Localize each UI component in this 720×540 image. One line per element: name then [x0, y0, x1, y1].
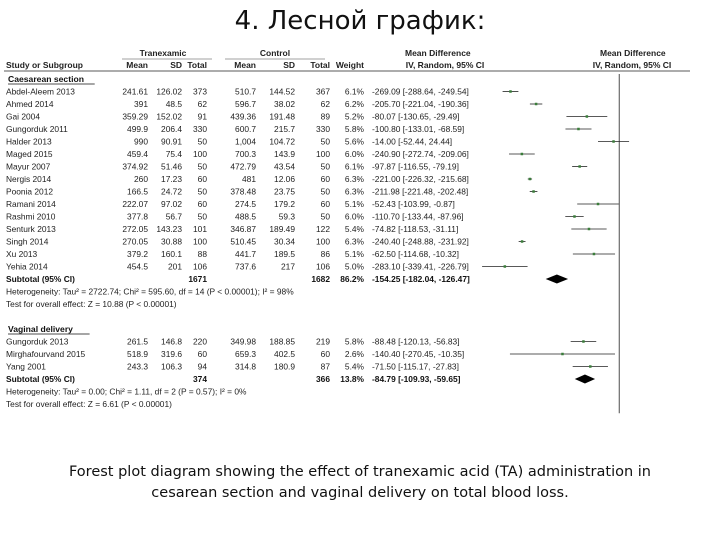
point-estimate: [521, 153, 524, 156]
study-name: Ahmed 2014: [6, 99, 54, 109]
tranexamic-mean: 243.3: [127, 361, 148, 372]
header-mean2: Mean: [234, 60, 256, 70]
point-estimate: [577, 128, 580, 131]
tranexamic-mean: 261.5: [127, 336, 148, 347]
tranexamic-total: 100: [193, 236, 207, 247]
study-weight: 6.3%: [344, 174, 364, 184]
subtotal-weight: 86.2%: [340, 274, 364, 284]
tranexamic-mean: 272.05: [122, 224, 148, 234]
tranexamic-sd: 97.02: [161, 199, 182, 209]
control-mean: 1,004: [235, 136, 256, 147]
study-ci: -80.07 [-130.65, -29.49]: [372, 111, 460, 122]
control-mean: 346.87: [230, 224, 256, 234]
study-name: Abdel-Aleem 2013: [6, 86, 75, 97]
tranexamic-mean: 459.4: [127, 149, 148, 159]
study-ci: -140.40 [-270.45, -10.35]: [372, 349, 465, 359]
point-estimate: [504, 265, 507, 268]
control-total: 62: [320, 99, 330, 109]
control-total: 89: [320, 111, 330, 122]
control-total: 100: [316, 236, 330, 247]
tranexamic-total: 50: [197, 136, 207, 147]
control-total: 86: [320, 249, 330, 259]
tranexamic-sd: 319.6: [161, 349, 182, 359]
tranexamic-total: 330: [193, 124, 207, 134]
header-tranexamic: Tranexamic: [139, 48, 187, 58]
study-weight: 6.0%: [344, 149, 364, 159]
subtotal-label: Subtotal (95% CI): [6, 274, 75, 284]
study-weight: 5.4%: [344, 224, 364, 234]
control-sd: 402.5: [274, 349, 295, 359]
point-estimate: [529, 178, 532, 181]
control-sd: 215.7: [274, 124, 295, 134]
point-estimate: [589, 365, 592, 368]
tranexamic-sd: 160.1: [161, 249, 182, 259]
study-name: Yehia 2014: [6, 261, 48, 272]
control-mean: 439.36: [230, 111, 256, 122]
subtotal-ci: -154.25 [-182.04, -126.47]: [372, 274, 470, 284]
header-total1: Total: [187, 60, 207, 70]
tranexamic-mean: 222.07: [122, 199, 148, 209]
header-sd2: SD: [283, 60, 295, 70]
tranexamic-mean: 454.5: [127, 261, 148, 272]
tranexamic-sd: 106.3: [161, 361, 182, 372]
control-mean: 700.3: [235, 149, 256, 159]
point-estimate: [586, 115, 589, 118]
control-total: 50: [320, 136, 330, 147]
tranexamic-mean: 241.61: [122, 86, 148, 97]
tranexamic-sd: 56.7: [165, 211, 182, 222]
study-weight: 5.6%: [344, 136, 364, 147]
point-estimate: [593, 253, 596, 256]
tranexamic-total: 373: [193, 86, 207, 97]
tranexamic-total: 60: [197, 199, 207, 209]
header-ci: IV, Random, 95% CI: [405, 60, 485, 70]
subtotal-control-total: 366: [316, 374, 330, 384]
tranexamic-total: 94: [197, 361, 207, 372]
control-sd: 30.34: [274, 236, 295, 247]
control-total: 60: [320, 199, 330, 209]
study-name: Yang 2001: [6, 361, 46, 372]
subtotal-weight: 13.8%: [340, 374, 364, 384]
tranexamic-mean: 359.29: [122, 111, 148, 122]
study-ci: -14.00 [-52.44, 24.44]: [372, 136, 453, 147]
control-sd: 23.75: [274, 186, 295, 197]
study-name: Mirghafourvand 2015: [6, 349, 86, 359]
tranexamic-sd: 201: [168, 261, 182, 272]
tranexamic-total: 220: [193, 336, 207, 347]
tranexamic-mean: 166.5: [127, 186, 148, 197]
study-weight: 6.1%: [344, 86, 364, 97]
point-estimate: [573, 215, 576, 218]
control-mean: 349.98: [230, 336, 256, 347]
study-ci: -97.87 [-116.55, -79.19]: [372, 161, 459, 172]
tranexamic-sd: 152.02: [156, 111, 182, 122]
study-weight: 6.1%: [344, 161, 364, 172]
study-ci: -269.09 [-288.64, -249.54]: [372, 86, 469, 97]
overall-effect-test: Test for overall effect: Z = 10.88 (P < 0.00001): [6, 299, 177, 309]
tranexamic-total: 60: [197, 349, 207, 359]
control-sd: 180.9: [274, 361, 295, 372]
study-name: Rashmi 2010: [6, 211, 56, 222]
control-mean: 510.45: [230, 236, 256, 247]
tranexamic-total: 50: [197, 211, 207, 222]
control-sd: 59.3: [278, 211, 295, 222]
control-mean: 488.5: [235, 211, 256, 222]
header-weight: Weight: [335, 60, 364, 70]
point-estimate: [535, 103, 538, 106]
tranexamic-sd: 126.02: [156, 86, 182, 97]
tranexamic-total: 50: [197, 161, 207, 172]
study-name: Nergis 2014: [6, 174, 52, 184]
control-sd: 12.06: [274, 174, 295, 184]
tranexamic-total: 101: [193, 224, 207, 234]
tranexamic-total: 106: [193, 261, 207, 272]
study-name: Xu 2013: [6, 249, 38, 259]
control-total: 60: [320, 174, 330, 184]
tranexamic-mean: 270.05: [122, 236, 148, 247]
heterogeneity-stat: Heterogeneity: Tau² = 0.00; Chi² = 1.11, df = 2 (P = 0.57); I² = 0%: [6, 386, 247, 397]
study-ci: -74.82 [-118.53, -31.11]: [372, 224, 459, 234]
overall-effect-test: Test for overall effect: Z = 6.61 (P < 0.00001): [6, 399, 172, 409]
control-mean: 481: [242, 174, 256, 184]
tranexamic-sd: 143.23: [156, 224, 182, 234]
control-sd: 188.85: [269, 336, 295, 347]
point-estimate: [521, 240, 524, 243]
control-sd: 217: [281, 261, 295, 272]
control-mean: 314.8: [235, 361, 256, 372]
control-sd: 38.02: [274, 99, 295, 109]
tranexamic-sd: 24.72: [161, 186, 182, 197]
point-estimate: [612, 140, 615, 143]
study-ci: -71.50 [-115.17, -27.83]: [372, 361, 459, 372]
tranexamic-mean: 379.2: [127, 249, 148, 259]
tranexamic-mean: 499.9: [127, 124, 148, 134]
point-estimate: [509, 90, 512, 93]
study-ci: -211.98 [-221.48, -202.48]: [372, 186, 469, 197]
tranexamic-mean: 260: [134, 174, 148, 184]
control-total: 100: [316, 149, 330, 159]
study-weight: 5.1%: [344, 199, 364, 209]
study-ci: -62.50 [-114.68, -10.32]: [372, 249, 459, 259]
study-weight: 6.0%: [344, 211, 364, 222]
study-ci: -88.48 [-120.13, -56.83]: [372, 336, 460, 347]
study-ci: -52.43 [-103.99, -0.87]: [372, 199, 455, 209]
tranexamic-sd: 30.88: [161, 236, 182, 247]
control-total: 50: [320, 211, 330, 222]
point-estimate: [582, 340, 585, 343]
point-estimate: [597, 203, 600, 206]
study-ci: -100.80 [-133.01, -68.59]: [372, 124, 465, 134]
control-total: 330: [316, 124, 330, 134]
study-name: Gungorduk 2013: [6, 336, 69, 347]
control-sd: 179.2: [274, 199, 295, 209]
study-ci: -240.90 [-272.74, -209.06]: [372, 149, 469, 159]
study-weight: 5.0%: [344, 261, 364, 272]
subgroup-heading: Caesarean section: [8, 74, 84, 84]
tranexamic-total: 91: [197, 111, 207, 122]
study-weight: 6.3%: [344, 186, 364, 197]
header-control: Control: [259, 48, 291, 58]
slide-title: 4. Лесной график:: [234, 6, 486, 36]
tranexamic-sd: 51.46: [161, 161, 182, 172]
control-mean: 441.7: [235, 249, 256, 259]
tranexamic-total: 50: [197, 186, 207, 197]
control-total: 50: [320, 161, 330, 172]
control-sd: 143.9: [274, 149, 295, 159]
subgroup-heading: Vaginal delivery: [8, 324, 73, 334]
tranexamic-sd: 146.8: [161, 336, 182, 347]
study-weight: 5.4%: [344, 361, 364, 372]
control-sd: 144.52: [269, 86, 295, 97]
study-ci: -240.40 [-248.88, -231.92]: [372, 236, 469, 247]
control-sd: 43.54: [274, 161, 295, 172]
subtotal-label: Subtotal (95% CI): [6, 374, 75, 384]
control-mean: 378.48: [230, 186, 256, 197]
study-ci: -205.70 [-221.04, -190.36]: [372, 99, 469, 109]
tranexamic-total: 100: [193, 149, 207, 159]
header-sd1: SD: [170, 60, 182, 70]
study-name: Maged 2015: [6, 149, 53, 159]
control-sd: 189.5: [274, 249, 295, 259]
tranexamic-total: 62: [197, 99, 207, 109]
control-total: 219: [316, 336, 330, 347]
control-mean: 596.7: [235, 99, 256, 109]
tranexamic-sd: 206.4: [161, 124, 182, 134]
subtotal-ci: -84.79 [-109.93, -59.65]: [372, 374, 461, 384]
subtotal-control-total: 1682: [311, 274, 330, 284]
study-weight: 5.1%: [344, 249, 364, 259]
study-weight: 2.6%: [344, 349, 364, 359]
control-mean: 510.7: [235, 86, 256, 97]
control-total: 367: [316, 86, 330, 97]
study-ci: -283.10 [-339.41, -226.79]: [372, 261, 469, 272]
header-mean-difference: Mean Difference: [405, 48, 471, 58]
tranexamic-mean: 374.92: [122, 161, 148, 172]
point-estimate: [532, 190, 535, 193]
tranexamic-total: 60: [197, 174, 207, 184]
study-weight: 5.2%: [344, 111, 364, 122]
study-weight: 5.8%: [344, 336, 364, 347]
control-mean: 472.79: [230, 161, 256, 172]
tranexamic-mean: 391: [134, 99, 148, 109]
control-sd: 191.48: [269, 111, 295, 122]
control-mean: 737.6: [235, 261, 256, 272]
control-total: 122: [316, 224, 330, 234]
study-name: Senturk 2013: [6, 224, 56, 234]
control-sd: 104.72: [269, 136, 295, 147]
control-sd: 189.49: [269, 224, 295, 234]
point-estimate: [588, 228, 591, 231]
study-weight: 6.3%: [344, 236, 364, 247]
header-study: Study or Subgroup: [6, 60, 83, 70]
control-mean: 659.3: [235, 349, 256, 359]
study-name: Halder 2013: [6, 136, 52, 147]
tranexamic-mean: 518.9: [127, 349, 148, 359]
control-mean: 600.7: [235, 124, 256, 134]
header-total2: Total: [310, 60, 330, 70]
control-total: 60: [320, 349, 330, 359]
control-total: 106: [316, 261, 330, 272]
tranexamic-sd: 17.23: [161, 174, 182, 184]
subtotal-tranexamic-total: 1671: [188, 274, 207, 284]
point-estimate: [561, 353, 564, 356]
control-total: 87: [320, 361, 330, 372]
study-name: Gai 2004: [6, 111, 40, 122]
study-name: Singh 2014: [6, 236, 49, 247]
forest-plot: [0, 46, 720, 446]
heterogeneity-stat: Heterogeneity: Tau² = 2722.74; Chi² = 595.60, df = 14 (P < 0.00001); I² = 98%: [6, 286, 294, 297]
control-mean: 274.5: [235, 199, 256, 209]
tranexamic-mean: 990: [134, 136, 148, 147]
tranexamic-sd: 48.5: [165, 99, 182, 109]
study-weight: 5.8%: [344, 124, 364, 134]
tranexamic-total: 88: [197, 249, 207, 259]
study-name: Poonia 2012: [6, 186, 54, 197]
tranexamic-sd: 90.91: [161, 136, 182, 147]
figure-caption: Forest plot diagram showing the effect of tranexamic acid (TA) administration in cesarean section and vaginal delivery on total blood loss.: [68, 464, 652, 501]
tranexamic-mean: 377.8: [127, 211, 148, 222]
control-total: 50: [320, 186, 330, 197]
study-weight: 6.2%: [344, 99, 364, 109]
study-name: Mayur 2007: [6, 161, 51, 172]
header-mean-difference-plot: Mean Difference: [600, 48, 666, 58]
point-estimate: [578, 165, 581, 168]
study-ci: -110.70 [-133.44, -87.96]: [372, 211, 464, 222]
subtotal-tranexamic-total: 374: [193, 374, 207, 384]
study-ci: -221.00 [-226.32, -215.68]: [372, 174, 469, 184]
study-name: Ramani 2014: [6, 199, 56, 209]
header-mean1: Mean: [126, 60, 148, 70]
header-ci-plot: IV, Random, 95% CI: [592, 60, 672, 70]
tranexamic-sd: 75.4: [165, 149, 182, 159]
study-name: Gungorduk 2011: [6, 124, 68, 134]
